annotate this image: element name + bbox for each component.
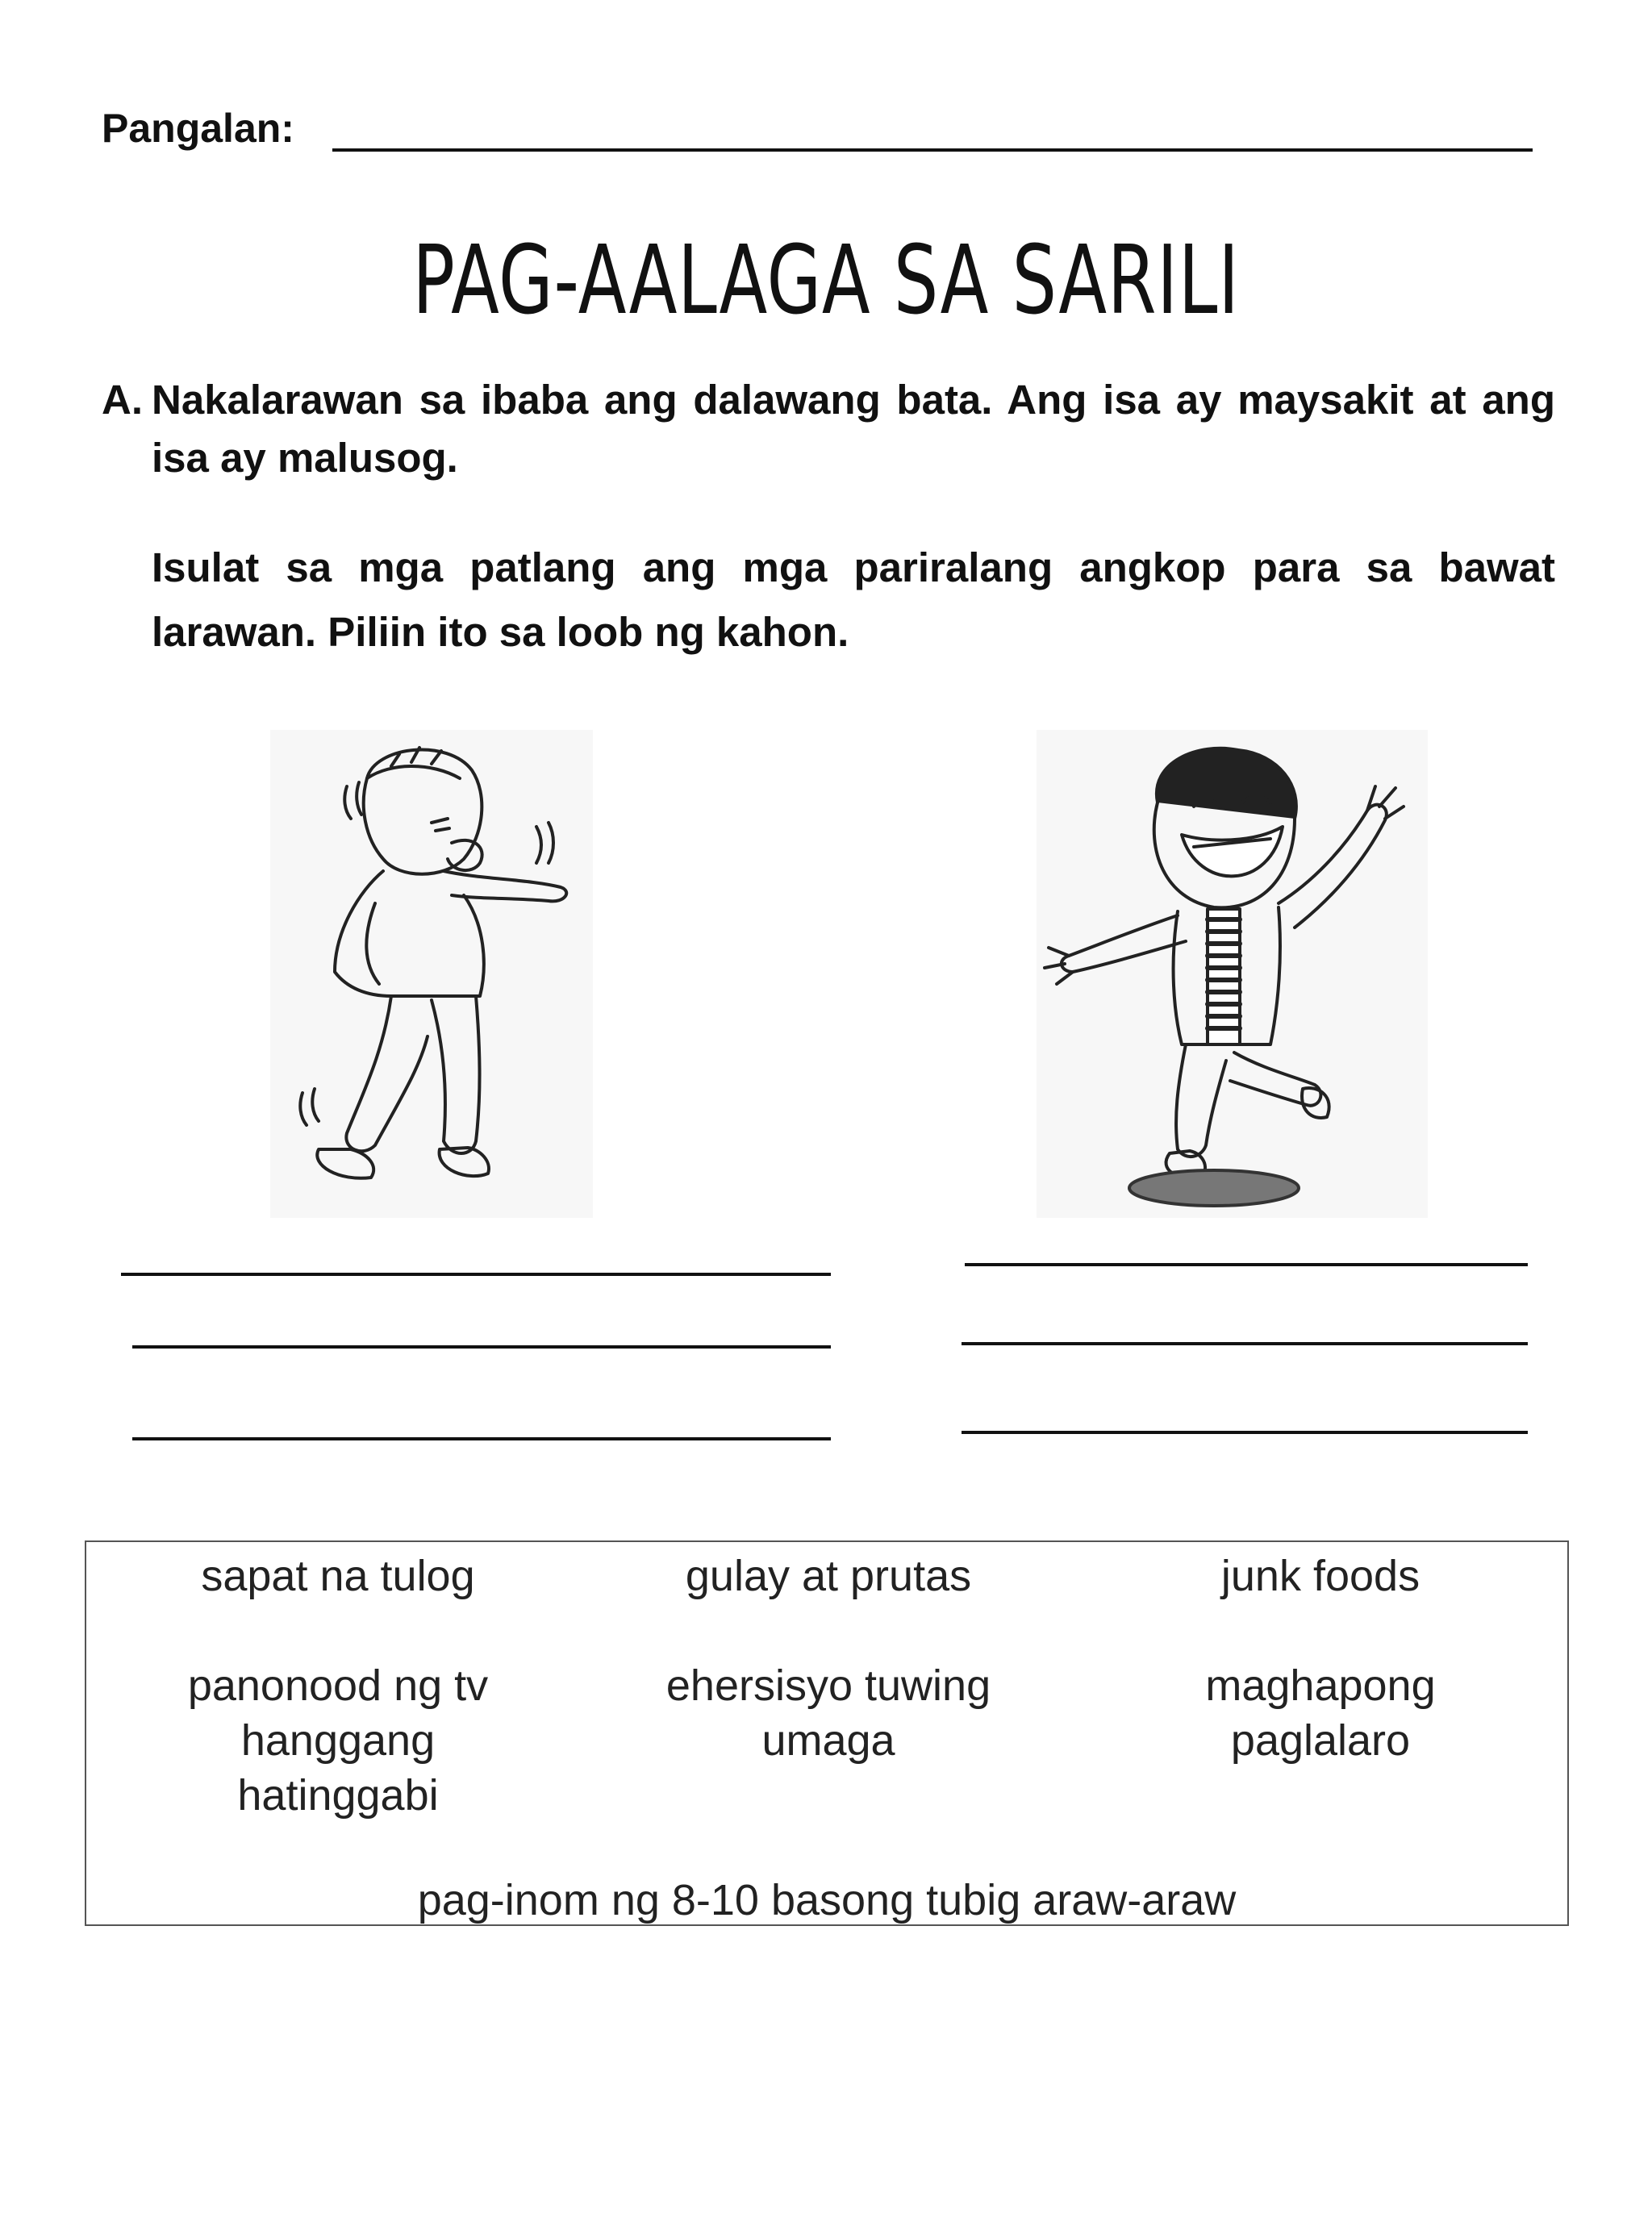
choice-item: maghapong paglalaro: [1205, 1661, 1436, 1765]
answer-line-healthy-1[interactable]: [965, 1263, 1528, 1266]
choice-item: sapat na tulog: [201, 1552, 475, 1600]
choice-item: ehersisyo tuwing umaga: [665, 1661, 991, 1765]
name-label: Pangalan:: [102, 106, 294, 151]
choice-item: junk foods: [1220, 1552, 1420, 1600]
choice-item-wide: pag-inom ng 8-10 basong tubig araw-araw: [417, 1876, 1237, 1924]
answer-line-healthy-2[interactable]: [962, 1342, 1528, 1345]
instruction-paragraph-1: Nakalarawan sa ibaba ang dalawang bata. Ang isa ay maysakit at ang isa ay malusog.: [152, 377, 1555, 481]
section-letter: A.: [102, 377, 143, 423]
choices-box: [85, 1540, 1569, 1926]
choice-item: gulay at prutas: [685, 1552, 972, 1600]
answer-line-sick-2[interactable]: [132, 1345, 831, 1349]
name-row: [102, 105, 1537, 161]
worksheet-title: PAG-AALAGA SA SARILI: [412, 224, 1240, 336]
sick-child-illustration: [270, 730, 593, 1218]
healthy-child-illustration: [1037, 730, 1428, 1218]
name-blank-line[interactable]: [332, 148, 1533, 152]
answer-line-healthy-3[interactable]: [962, 1431, 1528, 1434]
answer-line-sick-3[interactable]: [132, 1437, 831, 1440]
choice-item: panonood ng tv hanggang hatinggabi: [187, 1661, 489, 1820]
instruction-paragraph-2: Isulat sa mga patlang ang mga pariralang angkop para sa bawat larawan. Piliin ito sa loob ng kahon.: [152, 544, 1555, 655]
answer-line-sick-1[interactable]: [121, 1273, 831, 1276]
